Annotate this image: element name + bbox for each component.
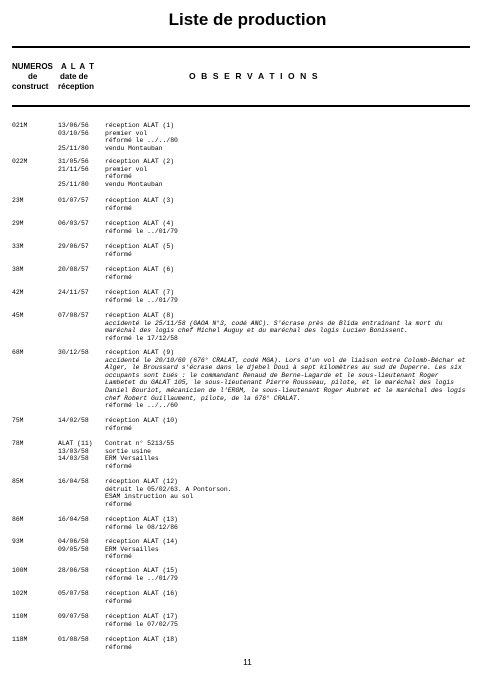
- observation-line: réformé le 08/12/86: [105, 523, 178, 531]
- date-line: 31/05/56: [58, 158, 89, 165]
- date-line: 14/03/58: [58, 455, 89, 463]
- date-line: 14/02/58: [58, 417, 89, 424]
- observations: [105, 613, 483, 628]
- observation-line: réception ALAT (18): [105, 636, 178, 643]
- reception-dates: [58, 636, 89, 644]
- construct-number: 23M: [12, 197, 24, 204]
- observation-line: maréchal des logis chef Michel Auguy et du maréchal des logis Lucien Bonissent.: [105, 327, 408, 335]
- observation-line: ERM Versailles: [105, 545, 159, 553]
- observations: [105, 516, 483, 531]
- construct-number: 29M: [12, 220, 24, 227]
- date-line: 25/11/80: [58, 180, 89, 188]
- reception-dates: [58, 538, 89, 553]
- reception-dates: [58, 220, 89, 228]
- construct-number: 118M: [12, 636, 28, 643]
- observations: [105, 243, 483, 258]
- reception-dates: [58, 417, 89, 425]
- page-title: Liste de production: [168, 10, 327, 29]
- header-alat-line: A L A T: [61, 62, 95, 71]
- observations: [105, 478, 483, 508]
- date-line: 30/12/58: [58, 349, 89, 356]
- observation-line: sortie usine: [105, 447, 152, 455]
- construct-number: 86M: [12, 516, 24, 523]
- page-number: 11: [243, 657, 252, 667]
- observations: [105, 289, 483, 304]
- observation-line: détruit le 05/02/63. A Pontorson.: [105, 485, 232, 493]
- date-line: 03/10/56: [58, 129, 89, 137]
- header-alat-line: réception: [58, 82, 95, 91]
- date-line: 16/04/58: [58, 516, 89, 523]
- date-line: [58, 173, 89, 181]
- header-alat: [58, 62, 95, 92]
- observation-line: réformé: [105, 273, 132, 281]
- observations: [105, 266, 483, 281]
- construct-number: 68M: [12, 349, 24, 356]
- reception-dates: [58, 440, 93, 463]
- observation-line: réformé: [105, 597, 132, 605]
- observation-line: réformé: [105, 424, 132, 432]
- observation-line: réception ALAT (1): [105, 122, 175, 129]
- date-line: 24/11/57: [58, 289, 89, 296]
- observations: [105, 590, 483, 605]
- reception-dates: [58, 158, 89, 188]
- reception-dates: [58, 516, 89, 524]
- date-line: 16/04/58: [58, 478, 89, 485]
- observation-line: accidenté le 25/11/58 (GAOA N°3, codé ANC). S'écrase près de Blida entraînant la mort du: [105, 319, 443, 327]
- construct-number: 021M: [12, 122, 28, 129]
- header-numeros-line: construct: [12, 82, 49, 91]
- reception-dates: [58, 312, 89, 320]
- header-observations: O B S E R V A T I O N S: [189, 71, 320, 81]
- construct-number: 78M: [12, 440, 24, 447]
- observation-line: chef Robert Guillaument, pilote, de la 676° CRALAT.: [105, 394, 301, 402]
- observation-line: réception ALAT (8): [105, 312, 175, 319]
- observation-line: réformé le 17/12/58: [105, 334, 178, 342]
- date-line: [58, 137, 89, 145]
- header-rule: [12, 105, 470, 107]
- observation-line: réception ALAT (5): [105, 243, 175, 250]
- observation-line: accidenté le 20/10/60 (676° CRALAT, codé MGA). Lors d'un vol de liaison entre Colomb-Béchar et: [105, 356, 466, 364]
- observation-line: réformé le ../../80: [105, 137, 178, 145]
- observation-line: réformé: [105, 204, 132, 212]
- observation-line: réception ALAT (14): [105, 538, 178, 545]
- date-line: 28/06/58: [58, 567, 89, 574]
- observation-line: réformé: [105, 500, 132, 508]
- observation-line: Alger, le Broussard s'écrase dans le djebel Doui à sept kilomètres au sud de Duperre. Les six: [105, 364, 462, 372]
- observations: [105, 349, 483, 410]
- reception-dates: [58, 266, 89, 274]
- date-line: 06/03/57: [58, 220, 89, 227]
- observation-line: réformé: [105, 250, 132, 258]
- reception-dates: [58, 590, 89, 598]
- observation-line: ESAM instruction au sol: [105, 493, 194, 501]
- observation-line: Contrat n° 5213/55: [105, 440, 175, 447]
- reception-dates: [58, 289, 89, 297]
- observation-line: réformé: [105, 643, 132, 651]
- observation-line: réception ALAT (17): [105, 613, 178, 620]
- observation-line: réception ALAT (3): [105, 197, 175, 204]
- observation-line: réception ALAT (12): [105, 478, 178, 485]
- date-line: 21/11/56: [58, 165, 89, 173]
- observation-line: réception ALAT (6): [105, 266, 175, 273]
- observation-line: réception ALAT (7): [105, 289, 175, 296]
- observation-line: réformé: [105, 553, 132, 561]
- observations: [105, 220, 483, 235]
- observations: [105, 636, 483, 651]
- observation-line: réception ALAT (10): [105, 417, 178, 424]
- observation-line: Lambetet du GALAT 105, le sous-lieutenant Pierre Rousseau, pilote, et le maréchal des logis: [105, 379, 454, 387]
- date-line: 07/08/57: [58, 312, 89, 319]
- observations: [105, 312, 483, 342]
- observation-line: réformé le ../01/79: [105, 574, 178, 582]
- construct-number: 75M: [12, 417, 24, 424]
- date-line: 01/07/57: [58, 197, 89, 204]
- observation-line: réformé le 07/02/75: [105, 620, 178, 628]
- observation-line: réception ALAT (15): [105, 567, 178, 574]
- observation-line: vendu Montauban: [105, 180, 163, 188]
- observations: [105, 158, 483, 188]
- construct-number: 45M: [12, 312, 24, 319]
- date-line: 05/07/58: [58, 590, 89, 597]
- header-alat-line: date de: [60, 72, 89, 81]
- observation-line: premier vol: [105, 129, 148, 137]
- observation-line: réception ALAT (13): [105, 516, 178, 523]
- observation-line: Daniel Bouriot, mécanicien de l'ERGM, le sous-lieutenant Roger Aubret et le maréchal des logis: [105, 386, 466, 394]
- observations: [105, 567, 483, 582]
- observation-line: réformé: [105, 462, 132, 470]
- observations: [105, 122, 483, 152]
- observation-line: réception ALAT (9): [105, 349, 175, 356]
- observation-line: premier vol: [105, 165, 148, 173]
- construct-number: 100M: [12, 567, 28, 574]
- construct-number: 022M: [12, 158, 28, 165]
- header-numeros-line: de: [28, 72, 38, 81]
- date-line: 13/03/58: [58, 447, 89, 455]
- construct-number: 42M: [12, 289, 24, 296]
- observation-line: réception ALAT (2): [105, 158, 175, 165]
- observations: [105, 440, 483, 470]
- reception-dates: [58, 567, 89, 575]
- top-rule: [12, 46, 470, 48]
- observation-line: réformé le ../../60: [105, 402, 178, 410]
- reception-dates: [58, 349, 89, 357]
- reception-dates: [58, 122, 89, 152]
- construct-number: 102M: [12, 590, 28, 597]
- header-numeros-line: NUMEROS: [12, 62, 53, 71]
- construct-number: 85M: [12, 478, 24, 485]
- reception-dates: [58, 478, 89, 486]
- reception-dates: [58, 197, 89, 205]
- date-line: 09/07/58: [58, 613, 89, 620]
- date-line: 29/06/57: [58, 243, 89, 250]
- reception-dates: [58, 243, 89, 251]
- construct-number: 110M: [12, 613, 28, 620]
- reception-dates: [58, 613, 89, 621]
- observations: [105, 417, 483, 432]
- observation-line: occupants sont tués : le commandant Renaud de Berne-Lagarde et le sous-lieutenant Roger: [105, 371, 439, 379]
- observation-line: réformé le ../01/79: [105, 227, 178, 235]
- construct-number: 38M: [12, 266, 24, 273]
- observation-line: réformé: [105, 173, 132, 181]
- date-line: 09/05/58: [58, 545, 89, 553]
- observation-line: ERM Versailles: [105, 455, 159, 463]
- observations: [105, 197, 483, 212]
- construct-number: 33M: [12, 243, 24, 250]
- construct-number: 93M: [12, 538, 24, 545]
- date-line: 20/08/57: [58, 266, 89, 273]
- observation-line: vendu Montauban: [105, 144, 163, 152]
- date-line: 13/06/56: [58, 122, 89, 129]
- observations: [105, 538, 483, 561]
- date-line: 25/11/80: [58, 144, 89, 152]
- header-numeros: [12, 62, 53, 92]
- observation-line: réception ALAT (16): [105, 590, 178, 597]
- date-line: ALAT (11): [58, 440, 93, 447]
- date-line: 01/08/58: [58, 636, 89, 643]
- observation-line: réception ALAT (4): [105, 220, 175, 227]
- observation-line: réformé le ../01/79: [105, 296, 178, 304]
- date-line: 04/06/58: [58, 538, 89, 545]
